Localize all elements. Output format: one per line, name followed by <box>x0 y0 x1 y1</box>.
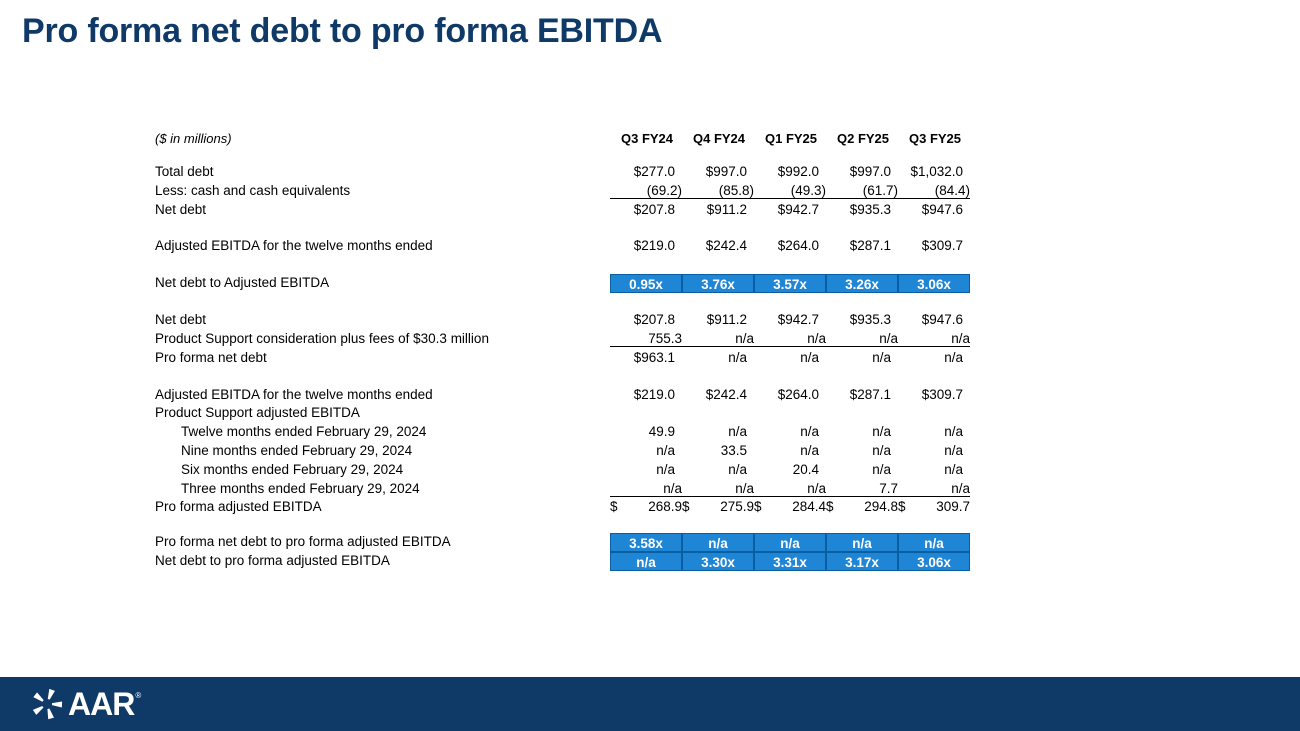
row-label: Pro forma adjusted EBITDA <box>155 499 322 515</box>
row-label: Net debt <box>155 201 207 217</box>
cell-value: (84.4) <box>898 183 970 199</box>
cell-value: (85.8) <box>682 183 754 199</box>
table-row <box>150 480 972 499</box>
table-row <box>150 404 972 423</box>
table-row <box>150 349 972 368</box>
cell-value <box>682 499 754 514</box>
table-row <box>150 461 972 480</box>
highlight-cell: 3.26x <box>826 274 898 293</box>
table-header <box>150 126 972 152</box>
highlight-cell: 0.95x <box>610 274 682 293</box>
row-label: Less: cash and cash equivalents <box>155 182 351 198</box>
row-label: Nine months ended February 29, 2024 <box>181 442 413 458</box>
cell-value: n/a <box>656 461 675 477</box>
cell-value: $242.4 <box>705 238 747 254</box>
row-label: Net debt to Adjusted EBITDA <box>155 275 330 291</box>
table-row <box>150 274 972 293</box>
amount: 294.8 <box>864 499 898 515</box>
row-label: Net debt to pro forma adjusted EBITDA <box>155 553 390 569</box>
row-label: Product Support adjusted EBITDA <box>155 405 360 421</box>
cell-value: $264.0 <box>777 386 819 402</box>
amount: 268.9 <box>648 499 682 515</box>
row-label: Product Support consideration plus fees of $30.3 million <box>155 330 489 346</box>
amount: 309.7 <box>936 499 970 515</box>
aar-star-icon <box>30 687 64 721</box>
cell-value: $997.0 <box>849 164 891 179</box>
cell-value <box>754 499 826 514</box>
table-row <box>150 533 972 552</box>
cell-value: n/a <box>682 331 754 347</box>
cell-value: n/a <box>728 349 747 365</box>
row-label: Adjusted EBITDA for the twelve months ended <box>155 386 433 402</box>
page-title: Pro forma net debt to pro forma EBITDA <box>22 12 663 50</box>
cell-value: $207.8 <box>633 312 675 328</box>
highlight-cell: 3.76x <box>682 274 754 293</box>
cell-value: n/a <box>898 481 970 497</box>
cell-value: $207.8 <box>633 201 675 217</box>
currency-symbol: $ <box>826 499 834 515</box>
cell-value: $942.7 <box>777 312 819 328</box>
cell-value: 20.4 <box>792 461 819 477</box>
cell-value: $219.0 <box>633 238 675 254</box>
cell-value: n/a <box>944 349 963 365</box>
cell-value: 755.3 <box>610 331 682 347</box>
cell-value: n/a <box>754 481 826 497</box>
column-header: Q4 FY24 <box>692 131 746 146</box>
cell-value <box>898 499 970 514</box>
table-row <box>150 423 972 442</box>
highlight-cell: n/a <box>826 533 898 552</box>
cell-value: $947.6 <box>921 201 963 217</box>
footer-bar <box>0 677 1300 731</box>
cell-value: $911.2 <box>706 201 747 217</box>
cell-value: n/a <box>872 424 891 440</box>
cell-value: n/a <box>872 461 891 477</box>
row-label: Net debt <box>155 312 207 328</box>
logo-text: AAR <box>68 685 135 722</box>
cell-value: n/a <box>944 424 963 440</box>
table-row <box>150 498 972 517</box>
cell-value: $942.7 <box>777 201 819 217</box>
highlight-cell: 3.06x <box>898 274 970 293</box>
cell-value: 49.9 <box>648 424 675 440</box>
row-label: Pro forma net debt to pro forma adjusted EBITDA <box>155 534 451 550</box>
cell-value: $309.7 <box>921 386 963 402</box>
cell-value: $219.0 <box>633 386 675 402</box>
cell-value: $947.6 <box>921 312 963 328</box>
cell-value: (49.3) <box>754 183 826 199</box>
highlight-cell: n/a <box>898 533 970 552</box>
column-header: Q3 FY25 <box>908 131 962 146</box>
table-row <box>150 552 972 571</box>
cell-value: $287.1 <box>849 386 891 402</box>
cell-value: n/a <box>682 481 754 497</box>
table-row <box>150 182 972 201</box>
cell-value: (69.2) <box>610 183 682 199</box>
highlight-cell: 3.57x <box>754 274 826 293</box>
currency-symbol: $ <box>610 499 618 515</box>
cell-value: $264.0 <box>777 238 819 254</box>
cell-value: 33.5 <box>720 442 747 458</box>
amount: 275.9 <box>720 499 754 515</box>
cell-value: (61.7) <box>826 183 898 199</box>
cell-value: $997.0 <box>705 164 747 179</box>
cell-value: n/a <box>728 461 747 477</box>
cell-value: n/a <box>944 461 963 477</box>
cell-value: $935.3 <box>849 312 891 328</box>
currency-symbol: $ <box>682 499 690 515</box>
row-label: Three months ended February 29, 2024 <box>181 480 420 496</box>
cell-value <box>826 499 898 514</box>
row-label: Pro forma net debt <box>155 349 267 365</box>
debt-ebitda-table <box>150 126 972 571</box>
column-header: Q2 FY25 <box>836 131 890 146</box>
highlight-cell: 3.30x <box>682 552 754 571</box>
row-label: Twelve months ended February 29, 2024 <box>181 424 427 440</box>
highlight-cell: n/a <box>610 552 682 571</box>
highlight-cell: n/a <box>682 533 754 552</box>
units-label: ($ in millions) <box>155 131 232 146</box>
highlight-cell: 3.31x <box>754 552 826 571</box>
currency-symbol: $ <box>754 499 762 515</box>
cell-value: $1,032.0 <box>910 164 963 179</box>
cell-value: 7.7 <box>826 481 898 497</box>
table-row <box>150 237 972 256</box>
cell-value: n/a <box>728 424 747 440</box>
row-label: Adjusted EBITDA for the twelve months ended <box>155 238 433 254</box>
highlight-cell: 3.06x <box>898 552 970 571</box>
cell-value: $309.7 <box>921 238 963 254</box>
table-row <box>150 201 972 220</box>
cell-value: $935.3 <box>849 201 891 217</box>
cell-value: n/a <box>610 481 682 497</box>
registered-mark: ® <box>135 691 142 700</box>
row-label: Total debt <box>155 164 214 179</box>
currency-symbol: $ <box>898 499 906 515</box>
cell-value: n/a <box>800 442 819 458</box>
cell-value: n/a <box>754 331 826 347</box>
highlight-cell: 3.17x <box>826 552 898 571</box>
highlight-cell: 3.58x <box>610 533 682 552</box>
table-row <box>150 311 972 330</box>
column-header: Q1 FY25 <box>764 131 818 146</box>
cell-value: $992.0 <box>777 164 819 179</box>
column-header: Q3 FY24 <box>620 131 674 146</box>
table-row <box>150 442 972 461</box>
cell-value: $287.1 <box>849 238 891 254</box>
cell-value: n/a <box>800 349 819 365</box>
highlight-cell: n/a <box>754 533 826 552</box>
cell-value: $911.2 <box>706 312 747 328</box>
cell-value: n/a <box>944 442 963 458</box>
table-row <box>150 330 972 349</box>
cell-value <box>610 499 682 514</box>
cell-value: $277.0 <box>633 164 675 179</box>
cell-value: n/a <box>656 442 675 458</box>
table-row <box>150 386 972 405</box>
cell-value: $963.1 <box>633 349 675 365</box>
cell-value: n/a <box>872 349 891 365</box>
table-row <box>150 163 972 182</box>
aar-logo <box>30 687 141 721</box>
cell-value: n/a <box>800 424 819 440</box>
row-label: Six months ended February 29, 2024 <box>181 461 404 477</box>
cell-value: n/a <box>872 442 891 458</box>
amount: 284.4 <box>792 499 826 515</box>
cell-value: n/a <box>826 331 898 347</box>
cell-value: $242.4 <box>705 386 747 402</box>
cell-value: n/a <box>898 331 970 347</box>
